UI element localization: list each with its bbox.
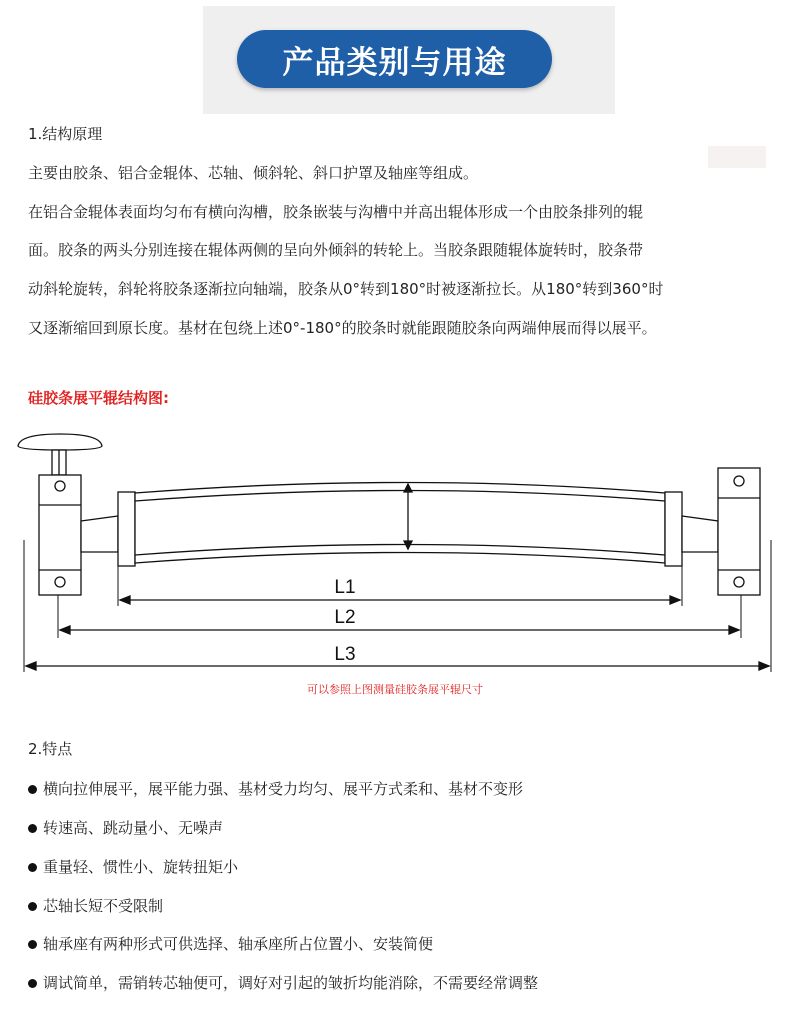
- left-end-cap: [118, 492, 135, 566]
- feature-text: 轴承座有两种形式可供选择、轴承座所占位置小、安装简便: [43, 935, 434, 953]
- bullet-icon: [28, 940, 37, 949]
- l1-label: L1: [334, 577, 356, 598]
- feature-item: [28, 973, 538, 993]
- structure-line-2: 在铝合金辊体表面均匀布有横向沟槽，胶条嵌装与沟槽中并高出辊体形成一个由胶条排列的辊: [28, 203, 644, 221]
- page-title-banner: 产品类别与用途: [237, 30, 552, 88]
- features-heading: 2.特点: [28, 740, 73, 758]
- bullet-icon: [28, 979, 37, 988]
- structure-heading: 1.结构原理: [28, 125, 103, 143]
- right-end-cap: [665, 492, 682, 566]
- left-shaft: [81, 516, 118, 552]
- right-shaft: [682, 516, 718, 552]
- bullet-icon: [28, 863, 37, 872]
- feature-text: 芯轴长短不受限制: [43, 897, 164, 915]
- l3-label: L3: [334, 644, 356, 665]
- bullet-icon: [28, 824, 37, 833]
- l3-dimension-line: [26, 662, 769, 670]
- faint-watermark: [708, 146, 766, 168]
- structure-line-3: 面。胶条的两头分别连接在辊体两侧的呈向外倾斜的转轮上。当胶条跟随辊体旋转时，胶条带: [28, 241, 644, 259]
- roller-structure-diagram: [0, 420, 790, 675]
- feature-item: [28, 896, 163, 916]
- structure-line-5: 又逐渐缩回到原长度。基材在包绕上述0°-180°的胶条时就能跟随胶条向两端伸展而得以展平。: [28, 319, 657, 337]
- feature-text: 横向拉伸展平，展平能力强、基材受力均匀、展平方式柔和、基材不变形: [43, 780, 524, 798]
- feature-text: 调试简单，需销转芯轴便可，调好对引起的皱折均能消除，不需要经常调整: [43, 974, 539, 992]
- handwheel-icon: [18, 434, 102, 475]
- structure-line-4: 动斜轮旋转，斜轮将胶条逐渐拉向轴端，胶条从0°转到180°时被逐渐拉长。从180°转到360°时: [28, 280, 664, 298]
- diagram-heading: 硅胶条展平辊结构图:: [28, 389, 169, 407]
- structure-line-1: 主要由胶条、铝合金辊体、芯轴、倾斜轮、斜口护罩及轴座等组成。: [28, 164, 479, 182]
- diagram-caption: 可以参照上图测量硅胶条展平辊尺寸: [307, 683, 483, 696]
- roller-body: [135, 483, 665, 564]
- l2-label: L2: [334, 607, 356, 628]
- bullet-icon: [28, 785, 37, 794]
- bullet-icon: [28, 902, 37, 911]
- feature-item: [28, 857, 238, 877]
- right-bearing-block: [718, 468, 760, 595]
- feature-text: 重量轻、惯性小、旋转扭矩小: [43, 858, 239, 876]
- l2-dimension-line: [60, 626, 739, 634]
- feature-item: [28, 934, 433, 954]
- feature-text: 转速高、跳动量小、无噪声: [43, 819, 224, 837]
- l1-dimension-line: [120, 596, 680, 604]
- feature-item: [28, 818, 223, 838]
- feature-item: [28, 779, 523, 799]
- left-bearing-block: [39, 475, 81, 595]
